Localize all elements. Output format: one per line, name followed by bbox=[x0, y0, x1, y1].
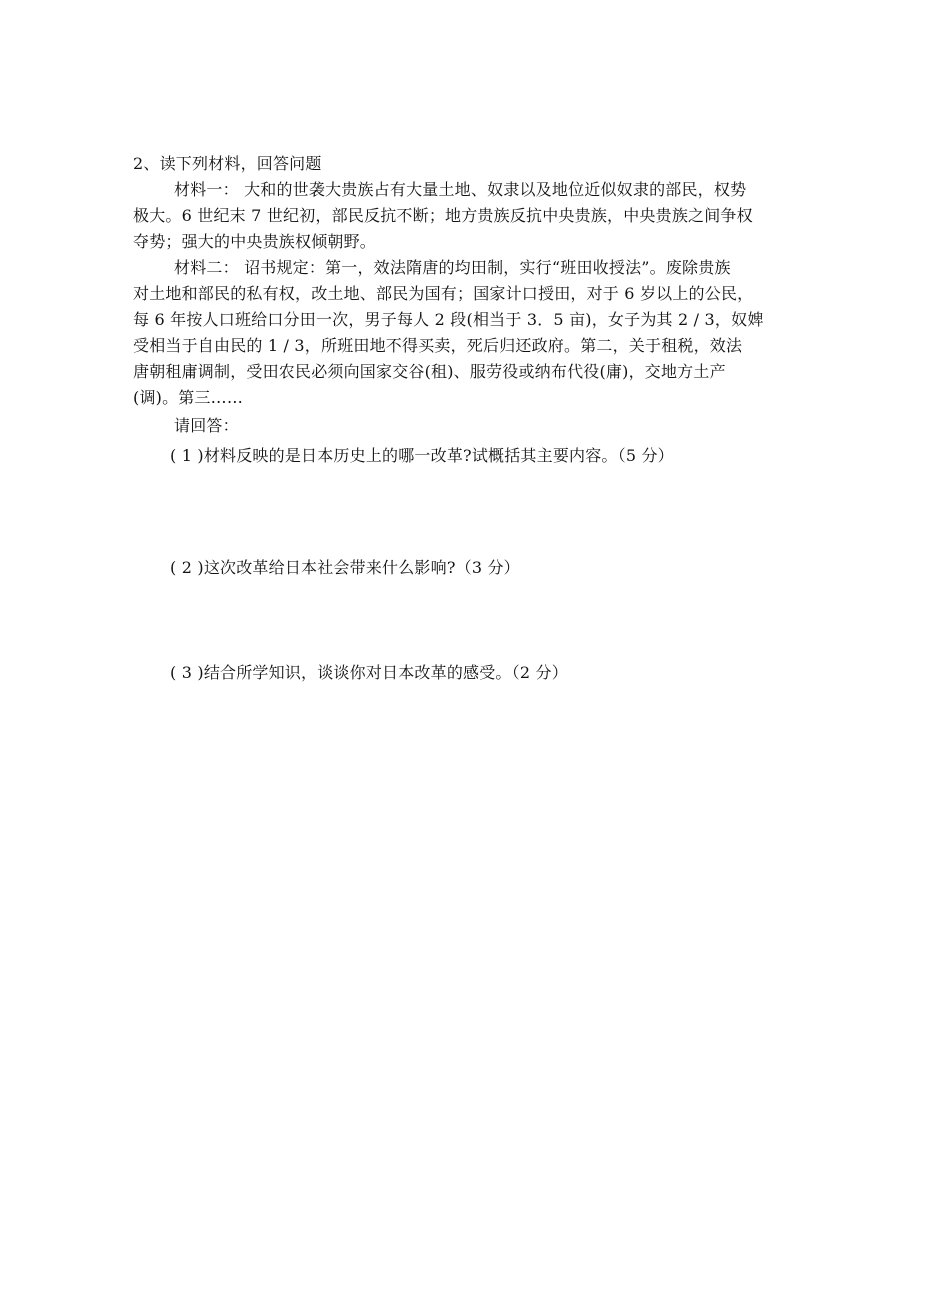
sub-question-1: ( 1 )材料反映的是日本历史上的哪一改革?试概括其主要内容。（5 分） bbox=[170, 446, 674, 465]
material-one-line: 夺势；强大的中央贵族权倾朝野。 bbox=[133, 232, 377, 251]
material-two-line: 受相当于自由民的 1 / 3，所班田地不得买卖，死后归还政府。第二，关于租税，效法 bbox=[133, 336, 743, 355]
answer-prompt: 请回答： bbox=[174, 416, 239, 435]
material-one-line: 材料一： 大和的世袭大贵族占有大量土地、奴隶以及地位近似奴隶的部民，权势 bbox=[174, 180, 747, 199]
material-two-line: 每 6 年按人口班给口分田一次，男子每人 2 段(相当于 3．5 亩)，女子为其 2 / 3，奴婢 bbox=[133, 310, 764, 329]
material-two-line: 材料二： 诏书规定：第一，效法隋唐的均田制，实行“班田收授法”。废除贵族 bbox=[174, 258, 731, 277]
material-one-line: 极大。6 世纪末 7 世纪初，部民反抗不断；地方贵族反抗中央贵族，中央贵族之间争权 bbox=[133, 206, 753, 225]
material-two-line: 对土地和部民的私有权，改土地、部民为国有；国家计口授田，对于 6 岁以上的公民， bbox=[133, 284, 754, 303]
sub-question-2: ( 2 )这次改革给日本社会带来什么影响?（3 分） bbox=[170, 558, 520, 577]
material-two-line: 唐朝租庸调制，受田农民必须向国家交谷(租)、服劳役或纳布代役(庸)，交地方土产 bbox=[133, 362, 726, 381]
sub-question-3: ( 3 )结合所学知识，谈谈你对日本改革的感受。（2 分） bbox=[170, 663, 568, 682]
material-two-line: (调)。第三…… bbox=[133, 388, 244, 407]
question-heading: 2、读下列材料，回答问题 bbox=[133, 154, 322, 173]
